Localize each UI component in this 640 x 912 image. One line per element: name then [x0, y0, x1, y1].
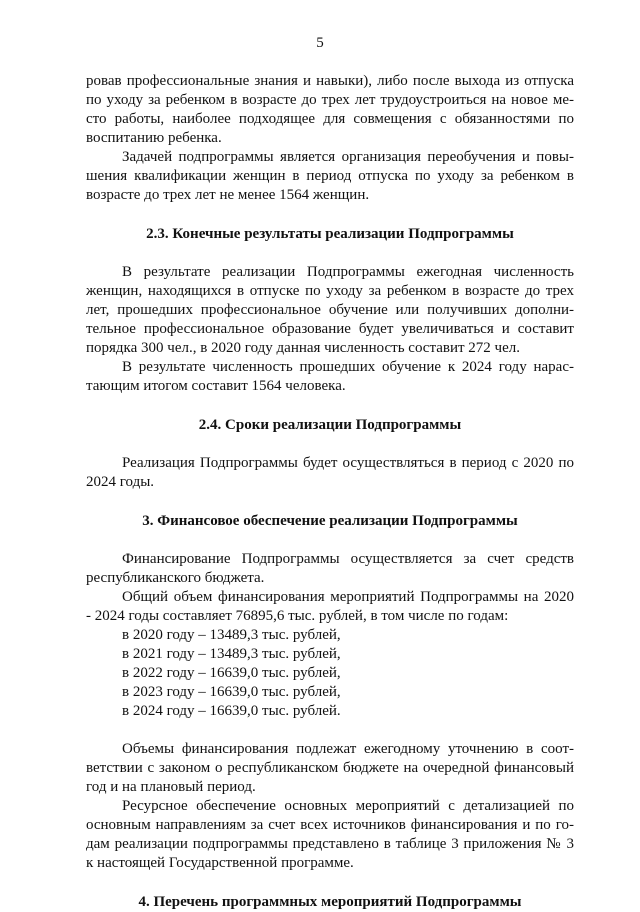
- document-body: [86, 72, 574, 912]
- text-line: воспитанию ребенка.: [86, 130, 222, 146]
- text-line: Объемы финансирования подлежат ежегодному уточнению в соот-: [122, 741, 574, 757]
- text-line: по уходу за ребенком в возрасте до трех лет трудоустроиться на новое ме-: [86, 92, 574, 108]
- funding-adjustment-paragraph: [86, 740, 574, 797]
- text-line: Общий объем финансирования мероприятий Подпрограммы на 2020: [122, 589, 574, 605]
- results-total-paragraph: [86, 358, 574, 396]
- text-line: - 2024 годы составляет 76895,6 тыс. рублей, в том числе по годам:: [86, 608, 509, 624]
- results-paragraph: [86, 263, 574, 358]
- text-line: В результате численность прошедших обучение к 2024 году нарас-: [122, 359, 574, 375]
- text-line: Задачей подпрограммы является организация переобучения и повы-: [122, 149, 574, 165]
- timeline-paragraph: [86, 454, 574, 492]
- list-item: в 2020 году – 13489,3 тыс. рублей,: [122, 627, 341, 643]
- text-line: шения квалификации женщин в период отпуска по уходу за ребенком в: [86, 168, 574, 184]
- text-line: тающим итогом составит 1564 человека.: [86, 378, 346, 394]
- funding-total-paragraph: [86, 588, 574, 626]
- section-heading-4: 4. Перечень программных мероприятий Подпрограммы: [138, 894, 522, 910]
- text-line: республиканского бюджета.: [86, 570, 265, 586]
- text-line: год и на плановый период.: [86, 779, 256, 795]
- section-heading-3: 3. Финансовое обеспечение реализации Подпрограммы: [142, 513, 518, 529]
- text-line: основным направлениям за счет всех источников финансирования и по го-: [86, 817, 574, 833]
- text-line: порядка 300 чел., в 2020 году данная численность составит 272 чел.: [86, 340, 520, 356]
- text-line: В результате реализации Подпрограммы ежегодная численность: [122, 264, 574, 280]
- text-line: сто работы, наиболее подходящее для совмещения с обязанностями по: [86, 111, 574, 127]
- text-line: 2024 годы.: [86, 474, 155, 490]
- text-line: ровав профессиональные знания и навыки), либо после выхода из отпуска: [86, 73, 574, 89]
- task-paragraph: [86, 148, 574, 205]
- section-heading-2-3: 2.3. Конечные результаты реализации Подпрограммы: [146, 226, 514, 242]
- intro-paragraph: [86, 72, 574, 148]
- text-line: ветствии с законом о республиканском бюджете на очередной финансовый: [86, 760, 574, 776]
- text-line: лет, прошедших профессиональное обучение или получивших дополни-: [86, 302, 574, 318]
- page-number: 5: [316, 35, 324, 51]
- text-line: женщин, находящихся в отпуске по уходу за ребенком в возрасте до трех: [86, 283, 574, 299]
- list-item: в 2024 году – 16639,0 тыс. рублей.: [122, 703, 341, 719]
- text-line: Финансирование Подпрограммы осуществляется за счет средств: [122, 551, 574, 567]
- text-line: тельное профессиональное образование будет увеличиваться и составит: [86, 321, 574, 337]
- text-line: к настоящей Государственной программе.: [86, 855, 354, 871]
- section-heading-2-4: 2.4. Сроки реализации Подпрограммы: [198, 417, 462, 433]
- text-line: дам реализации подпрограммы представлено в таблице 3 приложения № 3: [86, 836, 574, 852]
- funding-by-year-list: [86, 626, 574, 721]
- list-item: в 2021 году – 13489,3 тыс. рублей,: [122, 646, 341, 662]
- funding-source-paragraph: [86, 550, 574, 588]
- list-item: в 2022 году – 16639,0 тыс. рублей,: [122, 665, 341, 681]
- text-line: Реализация Подпрограммы будет осуществляться в период с 2020 по: [122, 455, 574, 471]
- text-line: возрасте до трех лет не менее 1564 женщин.: [86, 187, 370, 203]
- list-item: в 2023 году – 16639,0 тыс. рублей,: [122, 684, 341, 700]
- text-line: Ресурсное обеспечение основных мероприятий с детализацией по: [122, 798, 574, 814]
- resource-paragraph: [86, 797, 574, 873]
